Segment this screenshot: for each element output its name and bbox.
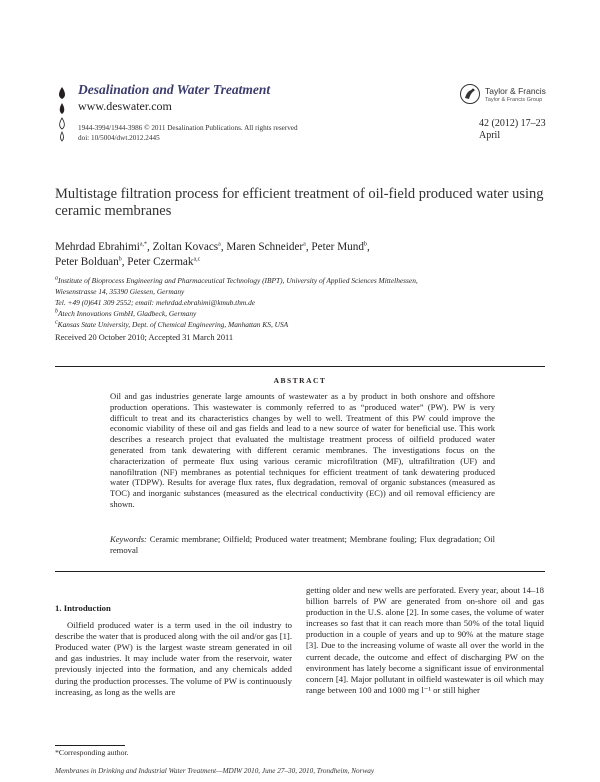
issue-month: April (479, 130, 501, 141)
footnote-rule (55, 745, 125, 746)
abstract-text: Oil and gas industries generate large amounts of wastewater as a by product in both onshore and offshore production operations. This wastewater is commonly referred to as “produced water” (PW). PW is very difficult to treat and its characteristics changes by well to well. Treatment of this PW could improve the economic viability of these oil and gas fields and lead to a new source of water for beneficial use. This work describes a research project that evaluated the multistage treatment process of oilfield produced water generated from tank dewatering with different ceramic membranes. The investigations focus on the characterization of permeate flux using various ceramic microfiltration (MF), ultrafiltration (UF) and nanofiltration (NF) membranes as potential techniques for efficient treatment of tank dewatering produced water (TDPW). Results for average flux rates, flux degradation, removal of organic substances (measured as TOC) and inorganic substances (measured as the electrical conductivity (EC)) and oil removal efficiency are shown. (110, 391, 495, 509)
volume-info (479, 118, 546, 142)
issn-line: 1944-3994/1944-3986 © 2011 Desalination Publications. All rights reserved (78, 124, 298, 132)
affil-c-line: Kansas State University, Dept. of Chemical Engineering, Manhattan KS, USA (57, 320, 289, 329)
footnote: *Corresponding author. (55, 748, 129, 757)
journal-leaf-drops-icon (55, 85, 69, 145)
author-separator: , (366, 241, 370, 253)
affiliation-a-address: Wiesenstrasse 14, 35390 Giessen, Germany (55, 287, 185, 296)
author-affil-sup: b (363, 241, 367, 248)
author-affil-sup: a,* (139, 241, 147, 248)
affil-b-sup: b (55, 308, 58, 315)
author-separator: , (305, 241, 312, 253)
affiliation-a (55, 275, 575, 286)
body-left-column (55, 603, 292, 698)
affiliation-c (55, 319, 575, 330)
author-name: Peter Mund (311, 241, 364, 253)
keywords (110, 534, 495, 556)
received-dates: Received 20 October 2010; Accepted 31 March 2011 (55, 333, 234, 342)
author-name: Peter Czermak (127, 256, 194, 268)
abstract-top-rule (55, 366, 545, 367)
issn-block (78, 123, 298, 143)
author-separator: , (121, 256, 128, 268)
affiliation-b (55, 308, 575, 319)
abstract-heading: ABSTRACT (273, 376, 327, 385)
author-affil-sup: b (118, 256, 122, 263)
doi-line[interactable]: doi: 10/5004/dwt.2012.2445 (78, 134, 160, 142)
affil-a-line1: Institute of Bioprocess Engineering and Pharmaceutical Technology (IBPT), University of Applied Sciences Mittelhessen, (58, 276, 418, 285)
affil-b-line: Atech Innovations GmbH, Gladbeck, Germany (58, 309, 197, 318)
page-footer: Membranes in Drinking and Industrial Water Treatment—MDIW 2010, June 27–30, 2010, Trondheim, Norway (55, 767, 375, 775)
author-separator: , (220, 241, 227, 253)
author-affil-sup: a,c (193, 256, 201, 263)
keywords-text: Ceramic membrane; Oilfield; Produced water treatment; Membrane fouling; Flux degradation; Oil removal (110, 534, 495, 555)
author-affil-sup: a (218, 241, 221, 248)
publisher-logo (459, 83, 569, 111)
affiliations (55, 275, 575, 330)
volume-pages: 42 (2012) 17–23 (479, 118, 546, 129)
body-right-column (306, 585, 544, 696)
author-name: Peter Bolduan (55, 256, 119, 268)
publisher-group: Taylor & Francis Group (485, 97, 543, 103)
section-heading: 1. Introduction (55, 603, 111, 613)
author-separator: , (147, 241, 153, 253)
journal-url[interactable]: www.deswater.com (78, 99, 172, 113)
author-name: Maren Schneider (226, 241, 304, 253)
author-affil-sup: a (303, 241, 306, 248)
article-title: Multistage filtration process for efficient treatment of oil-field produced water using ceramic membranes (55, 186, 544, 219)
body-paragraph: Oilfield produced water is a term used in the oil industry to describe the water that is produced along with the oil and/or gas [1]. Produced water (PW) is the largest waste stream generated in oil and gas industries. It may include water from the reservoir, water previously injected into the formation, and any chemicals added during the production processes. The volume of PW is continuously increasing, as long as the wells are (55, 620, 292, 697)
abstract-bottom-rule (55, 571, 545, 572)
contact-line: Tel. +49 (0)641 309 2552; email: mehrdad.ebrahimi@kmub.thm.de (55, 298, 256, 307)
author-name: Mehrdad Ebrahimi (55, 241, 140, 253)
author-list (55, 240, 575, 270)
body-paragraph: getting older and new wells are perforated. Every year, about 14–18 billion barrels of PW are generated from on-shore oil and gas production in the U.S. alone [2]. In some cases, the volume of water increases so fast that it can reach more than 50% of the total liquid production in a couple of years and up to 90% at the mature stage [3]. Due to the increasing volume of waste all over the world in the current decade, the outcome and effect of discharging PW on the environment has lately become a significant issue of environmental concern [4]. Major pollutant in oilfield wastewater is oil which may range between 100 and 1000 mg l⁻¹ or still higher (306, 585, 544, 695)
taylor-francis-logo-icon (459, 83, 481, 105)
journal-title: Desalination and Water Treatment (78, 82, 271, 97)
author-name: Zoltan Kovacs (152, 241, 219, 253)
affil-a-sup: a (55, 275, 58, 282)
keywords-label: Keywords: (110, 534, 147, 544)
affil-c-sup: c (55, 319, 58, 326)
publisher-name: Taylor & Francis (485, 86, 546, 96)
